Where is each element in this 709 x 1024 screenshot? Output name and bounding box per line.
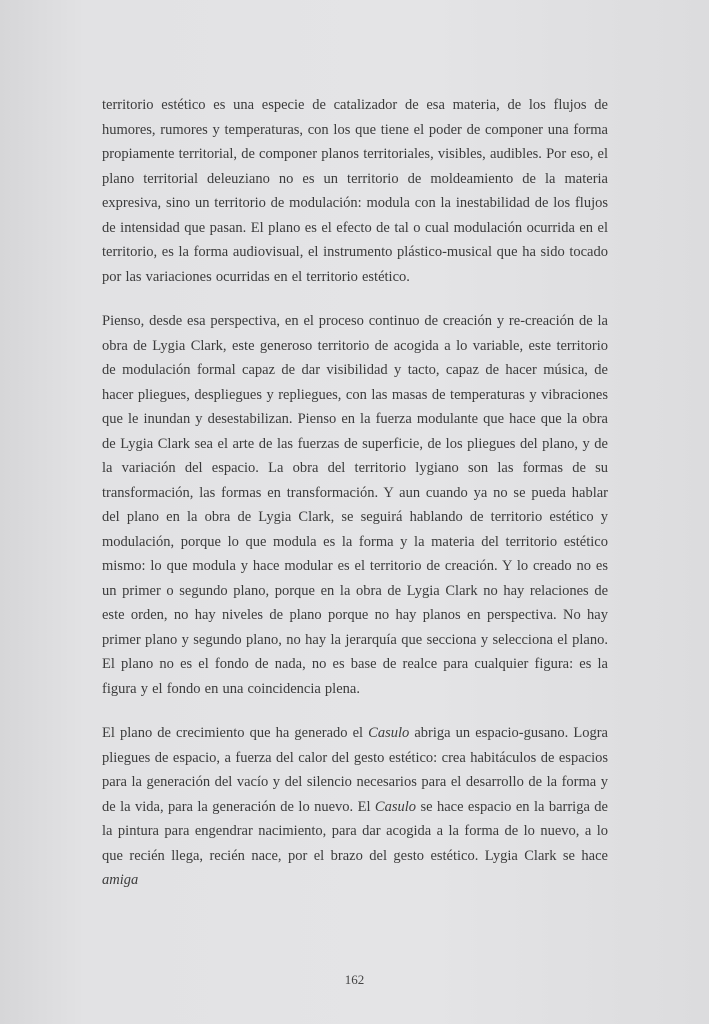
paragraph-1 <box>102 93 608 289</box>
italic-title-casulo: Casulo <box>368 725 410 741</box>
body-text <box>102 93 608 913</box>
paragraph-2-text: Pienso, desde esa perspectiva, en el proceso continuo de creación y re-creación de la obra de Lygia Clark, este generoso territorio de acogida a lo variable, este territorio de modulación formal capaz de dar visibilidad y tacto, capaz de hacer música, de hacer pliegues, despliegues y repliegues, con las masas de temperaturas y vibraciones que le inundan y desestabilizan. Pienso en la fuerza modulante que hace que la obra de Lygia Clark sea el arte de las fuerzas de superficie, de los pliegues del plano, y de la variación del espacio. La obra del territorio lygiano son las formas de su transformación, las formas en transformación. Y aun cuando ya no se pueda hablar del plano en la obra de Lygia Clark, se seguirá hablando de territorio estético y modulación, porque lo que modula es la forma y la materia del territorio estético mismo: lo que modula y hace modular es el territorio de creación. Y lo creado no es un primer o segundo plano, porque en la obra de Lygia Clark no hay relaciones de este orden, no hay niveles de plano porque no hay planos en perspectiva. No hay primer plano y segundo plano, no hay la jerarquía que secciona y selecciona el plano. El plano no es el fondo de nada, no es base de realce para cualquier figura: es la figura y el fondo en una coincidencia plena. <box>102 313 608 697</box>
paragraph-3-text-a: El plano de crecimiento que ha generado el <box>102 725 369 741</box>
paragraph-2 <box>102 309 608 701</box>
paragraph-3-text-b: abriga un espacio-gusano. Logra pliegues de espacio, a fuerza del calor del gesto estético: crea habitáculos de espacios para la generación del vacío y del silencio necesarios para el desarrollo de la forma y de la vida, para la generación de lo nuevo. El <box>102 725 608 815</box>
paragraph-1-text: territorio estético es una especie de catalizador de esa materia, de los flujos de humores, rumores y temperaturas, con los que tiene el poder de componer una forma propiamente territorial, de componer planos territoriales, visibles, audibles. Por eso, el plano territorial deleuziano no es un territorio de moldeamiento de la materia expresiva, sino un territorio de modulación: modula con la inestabilidad de los flujos de intensidad que pasan. El plano es el efecto de tal o cual modulación ocurrida en el territorio, es la forma audiovisual, el instrumento plástico-musical que ha sido tocado por las variaciones ocurridas en el territorio estético. <box>102 97 608 285</box>
paragraph-3-text-c: se hace espacio en la barriga de la pintura para engendrar nacimiento, para dar acogida a la forma de lo nuevo, a lo que recién llega, recién nace, por el brazo del gesto estético. Lygia Clark se hace <box>102 798 608 864</box>
paragraph-3 <box>102 721 608 893</box>
italic-title-casulo: Casulo <box>374 798 417 815</box>
italic-word-amiga: amiga <box>102 872 139 888</box>
page-number: 162 <box>344 972 365 987</box>
